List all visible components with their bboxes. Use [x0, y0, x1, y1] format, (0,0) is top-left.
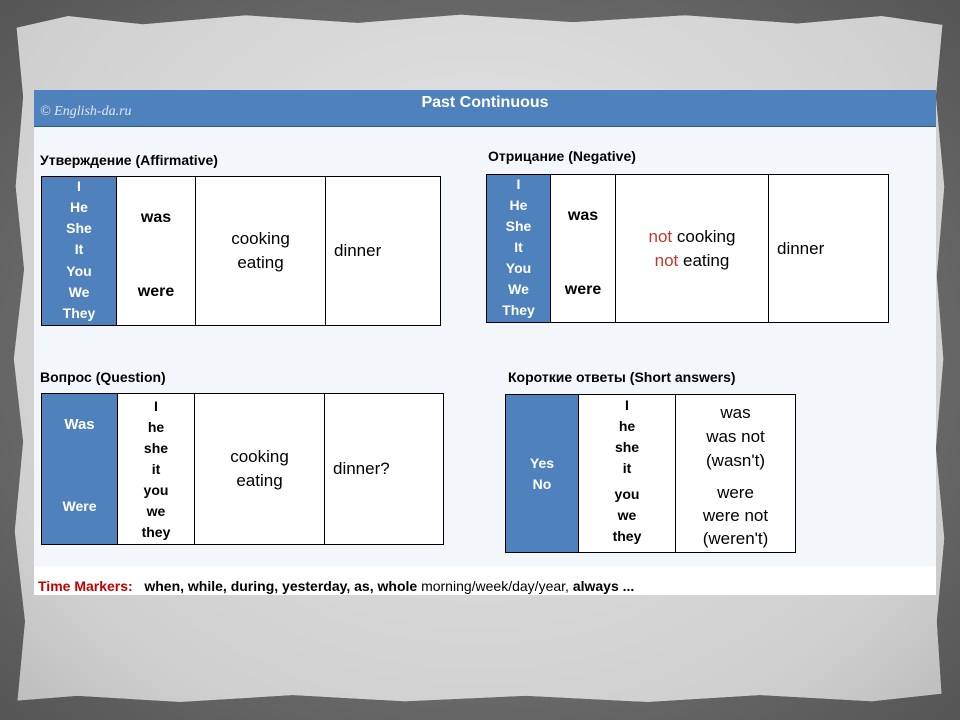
pronoun: We — [508, 281, 529, 297]
pronoun: You — [505, 260, 532, 276]
time-markers-bold-words: when, while, during, yesterday, as, whole — [144, 578, 418, 594]
answer-text: were not — [702, 506, 769, 525]
page-title: Past Continuous — [421, 94, 549, 111]
negative-pronouns-plural — [486, 257, 551, 323]
verb-eating: eating — [237, 253, 284, 272]
pronoun: I — [625, 397, 629, 413]
answer-text: was — [720, 403, 751, 422]
affirmative-aux-was: was — [116, 176, 196, 260]
time-markers-always: always ... — [572, 578, 635, 594]
pronoun: They — [62, 304, 96, 321]
pronoun: you — [614, 486, 640, 502]
time-markers-label: Time Markers: — [38, 578, 133, 594]
verb-eating: eating — [683, 250, 730, 270]
negative-object: dinner — [768, 174, 889, 323]
not-word: not — [654, 250, 679, 270]
pronoun: she — [143, 439, 169, 456]
negative-aux-was: was — [550, 174, 616, 258]
pronoun: they — [141, 523, 171, 540]
pronoun: I — [77, 178, 81, 194]
title-bar — [34, 90, 936, 127]
question-aux-were: Were — [62, 498, 97, 514]
pronoun: He — [70, 199, 88, 215]
negative-verb-line — [649, 225, 736, 249]
answer-text: (weren't) — [702, 529, 769, 548]
pronoun: She — [66, 220, 92, 236]
question-aux-was: Was — [64, 416, 95, 433]
short-answers-yes-no — [505, 394, 579, 553]
grammar-sheet — [34, 90, 936, 595]
pronoun: She — [505, 218, 532, 234]
short-answers-pronouns-plural — [578, 479, 676, 553]
yes-word: Yes — [529, 454, 555, 471]
pronoun: he — [618, 418, 636, 434]
pronoun: It — [514, 239, 523, 255]
pronoun: it — [622, 460, 632, 476]
answer-text: (wasn't) — [706, 451, 765, 470]
not-word: not — [648, 226, 673, 246]
time-markers-regular-words: morning/week/day/year, — [421, 578, 569, 594]
negative-aux-were: were — [550, 257, 616, 323]
pronoun: They — [502, 302, 535, 318]
pronoun: he — [147, 418, 165, 435]
question-aux-column — [41, 393, 118, 545]
affirmative-aux-were: were — [116, 259, 196, 326]
short-answers-label: Короткие ответы (Short answers) — [508, 369, 736, 385]
verb-cooking: cooking — [676, 226, 736, 246]
pronoun: it — [151, 460, 161, 477]
pronoun: we — [146, 502, 166, 519]
pronoun: I — [154, 397, 158, 414]
affirmative-verbs — [195, 176, 326, 326]
negative-pronouns-singular — [486, 174, 551, 258]
short-answers-was — [675, 394, 796, 480]
verb-cooking: cooking — [231, 229, 290, 248]
question-label: Вопрос (Question) — [40, 369, 166, 385]
short-answers-were — [675, 479, 796, 553]
question-object: dinner? — [324, 393, 444, 545]
verb-cooking: cooking — [230, 447, 289, 466]
pronoun: we — [617, 507, 637, 523]
no-word: No — [532, 475, 552, 492]
question-pronouns — [117, 393, 195, 545]
answer-text: were — [717, 483, 754, 502]
copyright-text: © English-da.ru — [40, 104, 132, 119]
pronoun: We — [68, 283, 90, 300]
question-verbs — [194, 393, 325, 545]
pronoun: It — [74, 241, 84, 257]
pronoun: You — [66, 262, 92, 279]
answer-text: was not — [706, 427, 765, 446]
negative-verb-line — [655, 249, 730, 273]
affirmative-label: Утверждение (Affirmative) — [40, 152, 218, 168]
short-answers-pronouns-singular — [578, 394, 676, 480]
affirmative-pronouns-singular — [41, 176, 117, 260]
time-markers — [38, 578, 634, 594]
pronoun: He — [509, 197, 528, 213]
pronoun: she — [614, 439, 640, 455]
pronoun: I — [516, 176, 521, 192]
affirmative-pronouns-plural — [41, 259, 117, 326]
verb-eating: eating — [236, 471, 283, 490]
negative-verbs — [615, 174, 769, 323]
pronoun: they — [612, 528, 642, 544]
affirmative-object: dinner — [325, 176, 441, 326]
pronoun: you — [143, 481, 169, 498]
negative-label: Отрицание (Negative) — [488, 148, 636, 164]
